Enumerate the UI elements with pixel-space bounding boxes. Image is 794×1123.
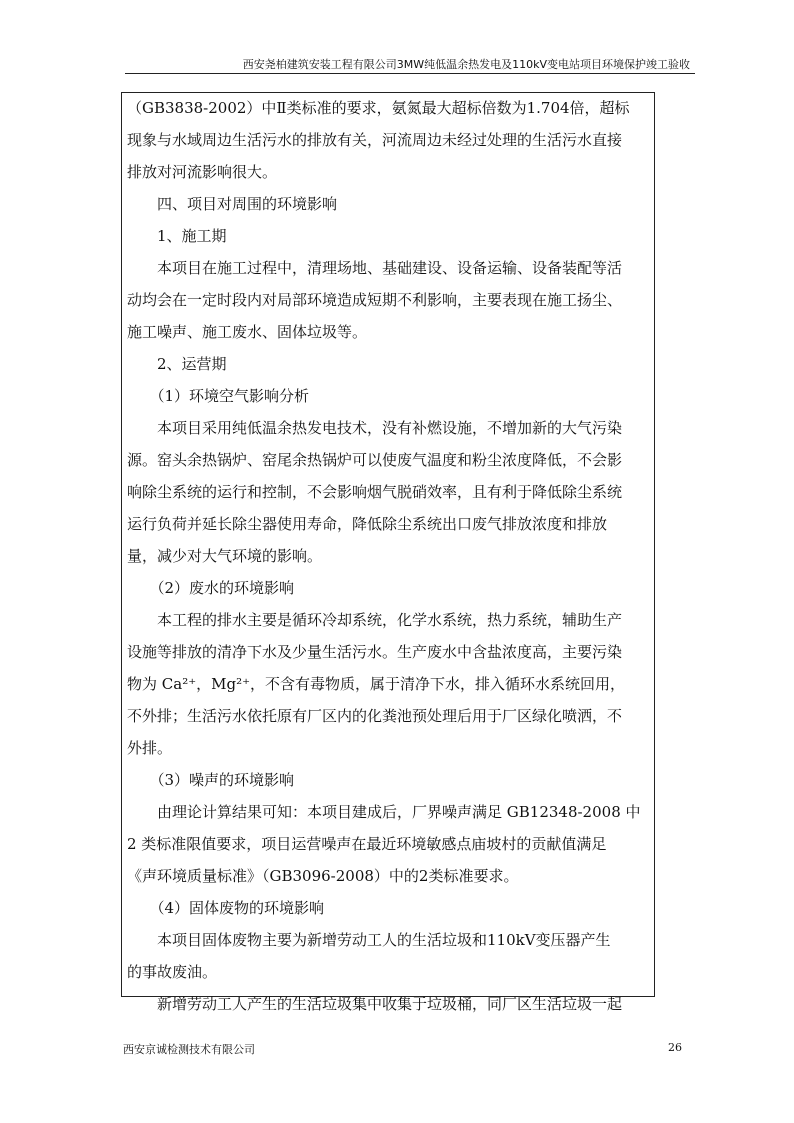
text-line: 外排。 xyxy=(127,739,173,757)
text-line: 现象与水域周边生活污水的排放有关，河流周边未经过处理的生活污水直接 xyxy=(127,131,623,149)
text-line: （GB3838-2002）中Ⅱ类标准的要求，氨氮最大超标倍数为1.704倍，超标 xyxy=(127,99,630,117)
text-line: （2）废水的环境影响 xyxy=(127,579,295,597)
text-line: 不外排；生活污水依托原有厂区内的化粪池预处理后用于厂区绿化喷洒，不 xyxy=(127,707,623,725)
text-line: 的事故废油。 xyxy=(127,963,218,981)
text-line: 本项目采用纯低温余热发电技术，没有补燃设施，不增加新的大气污染 xyxy=(127,419,623,437)
page-number: 26 xyxy=(668,1041,682,1054)
text-line: 响除尘系统的运行和控制，不会影响烟气脱硝效率，且有利于降低除尘系统 xyxy=(127,483,623,501)
text-line: 四、项目对周围的环境影响 xyxy=(127,195,338,213)
text-line: 量，减少对大气环境的影响。 xyxy=(127,547,323,565)
text-line: 物为 Ca²⁺，Mg²⁺，不含有毒物质，属于清净下水，排入循环水系统回用， xyxy=(127,675,626,693)
text-line: 排放对河流影响很大。 xyxy=(127,163,278,181)
text-line: 1、施工期 xyxy=(127,227,227,245)
text-line: 《声环境质量标准》（GB3096-2008）中的2类标准要求。 xyxy=(127,867,519,885)
text-line: 由理论计算结果可知：本项目建成后，厂界噪声满足 GB12348-2008 中 xyxy=(127,803,641,821)
body-text xyxy=(127,99,653,1027)
text-line: （4）固体废物的环境影响 xyxy=(127,899,325,917)
text-line: 2 类标准限值要求，项目运营噪声在最近环境敏感点庙坡村的贡献值满足 xyxy=(127,835,607,853)
text-line: 本项目固体废物主要为新增劳动工人的生活垃圾和110kV变压器产生 xyxy=(127,931,611,949)
text-line: 动均会在一定时段内对局部环境造成短期不利影响，主要表现在施工扬尘、 xyxy=(127,291,623,309)
footer-company: 西安京诚检测技术有限公司 xyxy=(123,1043,255,1056)
page-header-title: 西安尧柏建筑安装工程有限公司3MW纯低温余热发电及110kV变电站项目环境保护竣工验收 xyxy=(242,58,690,71)
text-line: 施工噪声、施工废水、固体垃圾等。 xyxy=(127,323,368,341)
text-line: 运行负荷并延长除尘器使用寿命，降低除尘系统出口废气排放浓度和排放 xyxy=(127,515,608,533)
text-line: 新增劳动工人产生的生活垃圾集中收集于垃圾桶，同厂区生活垃圾一起 xyxy=(127,995,623,1013)
text-line: 2、运营期 xyxy=(127,355,227,373)
text-line: （3）噪声的环境影响 xyxy=(127,771,295,789)
text-line: （1）环境空气影响分析 xyxy=(127,387,310,405)
header-rule xyxy=(125,73,695,74)
text-line: 本工程的排水主要是循环冷却系统，化学水系统，热力系统，辅助生产 xyxy=(127,611,623,629)
text-line: 本项目在施工过程中，清理场地、基础建设、设备运输、设备装配等活 xyxy=(127,259,623,277)
text-line: 设施等排放的清净下水及少量生活污水。生产废水中含盐浓度高，主要污染 xyxy=(127,643,623,661)
text-line: 源。窑头余热锅炉、窑尾余热锅炉可以使废气温度和粉尘浓度降低，不会影 xyxy=(127,451,623,469)
